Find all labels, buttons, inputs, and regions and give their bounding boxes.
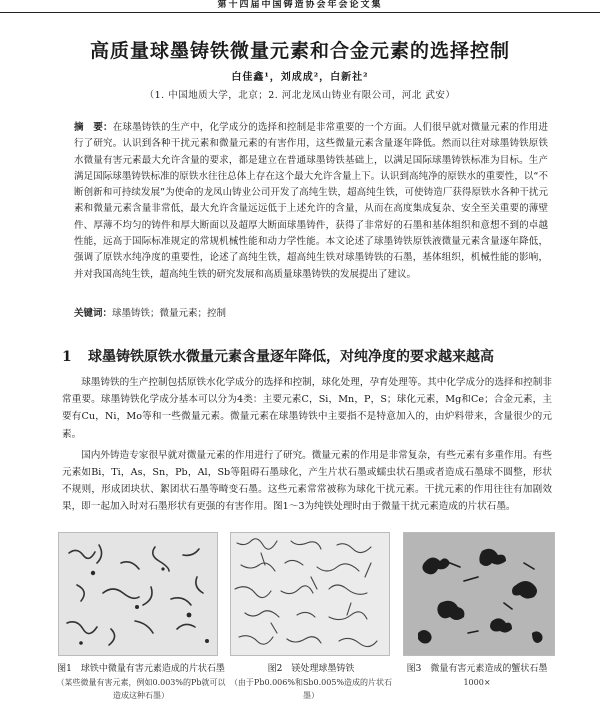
body-paragraph-2: 国内外铸造专家很早就对微量元素的作用进行了研究。微量元素的作用是非常复杂，有些元素有多重作用。有些元素如Bi，Ti，As，Sn，Pb，Al，Sb等阻碍石墨球化，产生片状石墨或蠕虫状石墨或者造成石墨球不圆整，形状不规则，形成团块状、絮团状石墨等畸变石墨。这些元素常常被称为球化干扰元素。干扰元素的作用往往有加剧效果，即一起加入时对石墨形状有更强的有害作用。图1～3为纯铁处理时由于微量干扰元素造成的片状石墨。 xyxy=(62,449,552,513)
abstract-text: 在球墨铸铁的生产中，化学成分的选择和控制是非常重要的一个方面。人们很早就对微量元素的作用进行了研究。认识到各种干扰元素和微量元素的有害作用，这些微量元素含量逐年降低。然而以往对球墨铸铁原铁水微量有害元素最大允许含量的要求，都是建立在普通球墨铸铁基础上，以满足国际球墨铸铁标准为目标。生产满足国际球墨铸铁标准的原铁水往往总体上存在这个最大允许含量上下。认识到高纯净的原铁水的重要性，以“不断创新和可持续发展”为使命的龙凤山铸业公司开发了高纯生铁，超高纯生铁，可使铸造厂获得原铁水各种干扰元素和微量元素含量非常低，最大允许含量远远低于上述允许的含量，从而在高度集成复杂、安全至关重要的薄壁件、厚薄不均匀的铸件和厚大断面以及超厚大断面球墨铸件，获得了非常好的石墨和基体组织和意想不到的卓越性能，远高于国际标准规定的常规机械性能和动力学性能。本文论述了球墨铸铁原铁液微量元素含量逐年降低，强调了原铁水纯净度的重要性，论述了高纯生铁，超高纯生铁对球墨铸铁的石墨，基体组织，机械性能的影响，并对我国高纯生铁，超高纯生铁的研究发展和高质量球墨铸铁的发展提出了建议。 xyxy=(74,122,548,280)
body-paragraph-1: 球墨铸铁的生产控制包括原铁水化学成分的选择和控制，球化处理，孕育处理等。其中化学成分的选择和控制非常重要。球墨铸铁化学成分基本可以分为4类：主要元素C，Si，Mn，P，S；球化元素，Mg和Ce；合金元素，主要有Cu，Ni，Mo等和一些微量元素。微量元素在球墨铸铁中主要指不是特意加入的，由炉料带来，含量很少的元素。 xyxy=(62,377,552,440)
running-header: 第十四届中国铸造协会年会论文集 xyxy=(0,0,600,13)
section-heading xyxy=(62,346,562,366)
figure-1-micrograph xyxy=(58,532,218,656)
figure-2-title: 图2 镁处理球墨铸铁 xyxy=(267,664,355,674)
figure-2-caption xyxy=(228,663,394,702)
figure-1-caption xyxy=(56,663,226,702)
figure-3-note: 1000× xyxy=(463,678,491,687)
figure-2-note: （由于Pb0.006%和Sb0.005%造成的片状石墨） xyxy=(229,678,393,700)
figure-1-note: （某些微量有害元素，例如0.003%的Pb就可以造成这种石墨） xyxy=(56,678,226,700)
abstract xyxy=(74,120,548,283)
section-number: 1 xyxy=(62,349,72,365)
section-title: 球墨铸铁原铁水微量元素含量逐年降低，对纯净度的要求越来越高 xyxy=(88,349,494,365)
keywords xyxy=(74,305,548,319)
paper-authors: 白佳鑫¹，刘成成²，白新社² xyxy=(231,72,369,83)
flake-graphite-image-1 xyxy=(59,533,217,655)
keywords-text: 球墨铸铁；微量元素；控制 xyxy=(112,308,227,319)
paper-affiliation: （1. 中国地质大学，北京；2. 河北龙凤山铸业有限公司，河北 武安） xyxy=(144,90,456,101)
figure-3-caption xyxy=(396,663,558,689)
figure-2-micrograph xyxy=(230,532,390,656)
figure-1-title: 图1 球铁中微量有害元素造成的片状石墨 xyxy=(57,664,225,674)
figure-3-title: 图3 微量有害元素造成的蟹状石墨 xyxy=(406,664,548,674)
figure-3-micrograph xyxy=(403,532,555,656)
body-text xyxy=(62,374,552,516)
crab-graphite-image xyxy=(404,533,554,655)
abstract-label: 摘 要： xyxy=(74,122,113,133)
keywords-label: 关键词： xyxy=(74,308,113,319)
paper-title: 高质量球墨铸铁微量元素和合金元素的选择控制 xyxy=(89,40,510,62)
flake-graphite-image-2 xyxy=(231,533,389,655)
